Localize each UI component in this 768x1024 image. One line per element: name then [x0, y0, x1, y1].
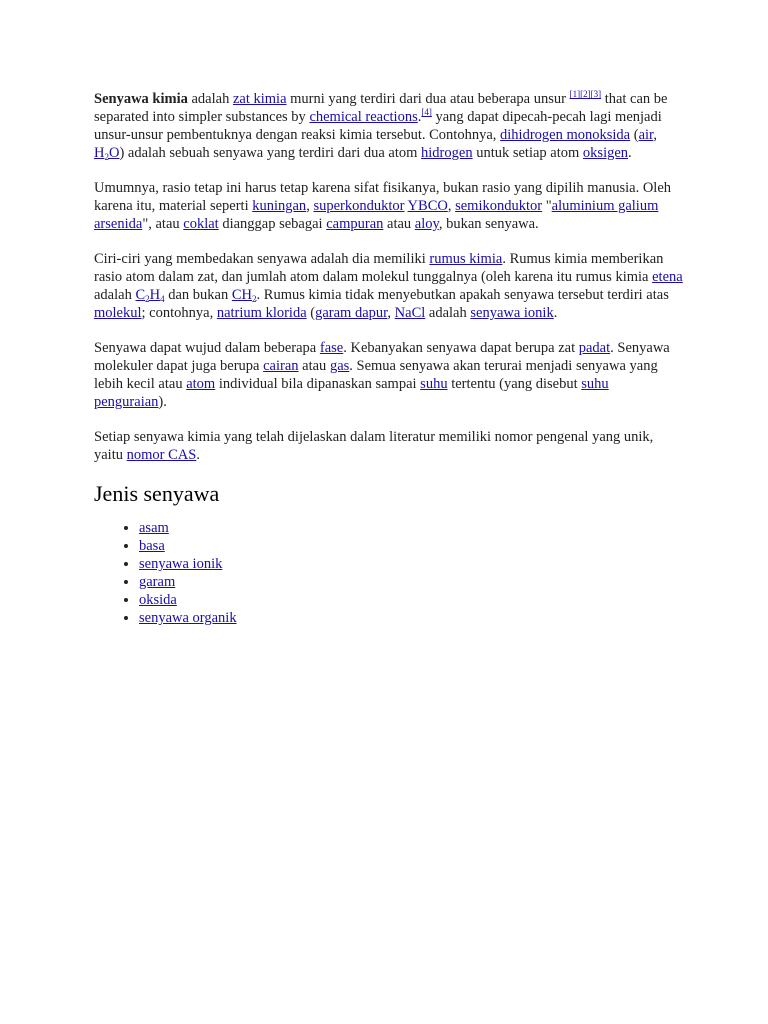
link-suhu[interactable]: suhu [420, 376, 448, 392]
link-dihidrogen-monoksida[interactable]: dihidrogen monoksida [500, 127, 631, 143]
text: . Rumus kimia memberikan rasio atom dalam zat, dan jumlah atom dalam molekul tunggalnya (oleh karena itu rumus kimia [94, 251, 664, 285]
list-item [139, 555, 684, 573]
text: . Kebanyakan senyawa dapat berupa zat [343, 340, 579, 356]
link-ybco[interactable]: YBCO [407, 198, 448, 214]
text: , [306, 198, 314, 214]
formula-subscript: 2 [104, 152, 109, 162]
list-item [139, 573, 684, 591]
link-oksida[interactable]: oksida [139, 592, 177, 608]
link-asam[interactable]: asam [139, 520, 169, 536]
formula-part: CH [231, 287, 253, 303]
text: Umumnya, rasio tetap ini harus tetap karena sifat fisikanya, bukan rasio yang dipilih manusia. Oleh karena itu, material seperti [94, 180, 672, 214]
link-chemical-reactions[interactable]: chemical reactions [309, 109, 418, 125]
text: ). [158, 394, 167, 410]
text: . Semua senyawa akan terurai menjadi senyawa yang lebih kecil atau [94, 358, 658, 392]
link-aluminium-galium-arsenida[interactable]: aluminium galium arsenida [94, 198, 659, 232]
text: murni yang terdiri dari dua atau beberapa unsur [286, 91, 570, 107]
text: ", atau [142, 216, 184, 232]
text: Senyawa dapat wujud dalam beberapa [94, 340, 320, 356]
reference-link[interactable]: [4] [421, 107, 432, 117]
text: dianggap sebagai [218, 216, 327, 232]
link-atom[interactable]: atom [186, 376, 216, 392]
link-natrium-klorida[interactable]: natrium klorida [216, 305, 307, 321]
formula-subscript: 2 [252, 294, 257, 304]
term-bold: Senyawa kimia [94, 91, 188, 107]
text: dan bukan [164, 287, 232, 303]
text: Setiap senyawa kimia yang telah dijelaskan dalam literatur memiliki nomor pengenal yang unik, yaitu [94, 429, 654, 463]
link-senyawa-ionik-list[interactable]: senyawa ionik [139, 556, 223, 572]
link-h2o[interactable] [94, 145, 119, 161]
paragraph-phases [94, 339, 684, 411]
text: . Senyawa molekuler dapat juga berupa [94, 340, 670, 374]
text: , [387, 305, 395, 321]
formula-part: C [135, 287, 146, 303]
article-body [94, 90, 684, 627]
text: adalah [425, 305, 471, 321]
link-suhu-penguraian[interactable]: suhu penguraian [94, 376, 609, 410]
text: , [653, 127, 657, 143]
link-superkonduktor[interactable]: superkonduktor [313, 198, 405, 214]
section-heading: Jenis senyawa [94, 481, 220, 506]
text: atau [383, 216, 415, 232]
link-padat[interactable]: padat [578, 340, 611, 356]
text: . [417, 109, 422, 125]
link-coklat[interactable]: coklat [183, 216, 219, 232]
text: ) adalah sebuah senyawa yang terdiri dari dua atom [119, 145, 422, 161]
list-item [139, 537, 684, 555]
link-nacl[interactable]: NaCl [394, 305, 426, 321]
paragraph-ratio [94, 179, 684, 233]
list-item [139, 591, 684, 609]
text: that can be separated into simpler substances by [94, 91, 668, 125]
text: ; contohnya, [141, 305, 217, 321]
text: adalah [187, 91, 233, 107]
link-senyawa-organik[interactable]: senyawa organik [139, 610, 237, 626]
text: adalah [94, 287, 136, 303]
link-kuningan[interactable]: kuningan [252, 198, 307, 214]
formula-subscript: 2 [145, 294, 150, 304]
text: yang dapat dipecah-pecah lagi menjadi unsur-unsur pembentuknya dengan reaksi kimia tersebut. Contohnya, [94, 109, 662, 143]
link-gas[interactable]: gas [329, 358, 350, 374]
text: , bukan senyawa. [438, 216, 539, 232]
link-garam[interactable]: garam [139, 574, 176, 590]
text: . [196, 447, 200, 463]
list-item [139, 519, 684, 537]
link-cairan[interactable]: cairan [263, 358, 299, 374]
link-etena[interactable]: etena [652, 269, 683, 285]
link-garam-dapur[interactable]: garam dapur [315, 305, 388, 321]
text: " [542, 198, 552, 214]
text: ( [306, 305, 316, 321]
text: Ciri-ciri yang membedakan senyawa adalah dia memiliki [94, 251, 430, 267]
paragraph-definition [94, 90, 684, 162]
link-semikonduktor[interactable]: semikonduktor [455, 198, 543, 214]
paragraph-cas [94, 428, 684, 464]
link-fase[interactable]: fase [319, 340, 344, 356]
link-hidrogen[interactable]: hidrogen [421, 145, 473, 161]
compound-types-list [94, 519, 684, 627]
formula-part: H [94, 145, 105, 161]
formula-part: H [149, 287, 161, 303]
link-ch2[interactable] [232, 287, 257, 303]
text: . Rumus kimia tidak menyebutkan apakah senyawa tersebut terdiri atas [256, 287, 669, 303]
link-molekul[interactable]: molekul [94, 305, 142, 321]
text: . [628, 145, 632, 161]
link-basa[interactable]: basa [139, 538, 165, 554]
link-campuran[interactable]: campuran [326, 216, 384, 232]
text: , [447, 198, 456, 214]
list-item [139, 609, 684, 627]
formula-part: O [108, 145, 120, 161]
paragraph-formula [94, 250, 684, 322]
text: ( [630, 127, 639, 143]
link-aloy[interactable]: aloy [414, 216, 439, 232]
link-nomor-cas[interactable]: nomor CAS [126, 447, 197, 463]
text: atau [298, 358, 330, 374]
link-oksigen[interactable]: oksigen [582, 145, 629, 161]
link-senyawa-ionik[interactable]: senyawa ionik [470, 305, 554, 321]
formula-subscript: 4 [160, 294, 165, 304]
text: untuk setiap atom [472, 145, 583, 161]
link-air[interactable]: air [638, 127, 654, 143]
text: tertentu (yang disebut [447, 376, 582, 392]
reference-link[interactable]: [1][2][3] [569, 89, 602, 99]
link-rumus-kimia[interactable]: rumus kimia [429, 251, 503, 267]
text: . [553, 305, 558, 321]
text: individual bila dipanaskan sampai [215, 376, 421, 392]
link-c2h4[interactable] [135, 287, 164, 303]
link-zat-kimia[interactable]: zat kimia [232, 91, 287, 107]
